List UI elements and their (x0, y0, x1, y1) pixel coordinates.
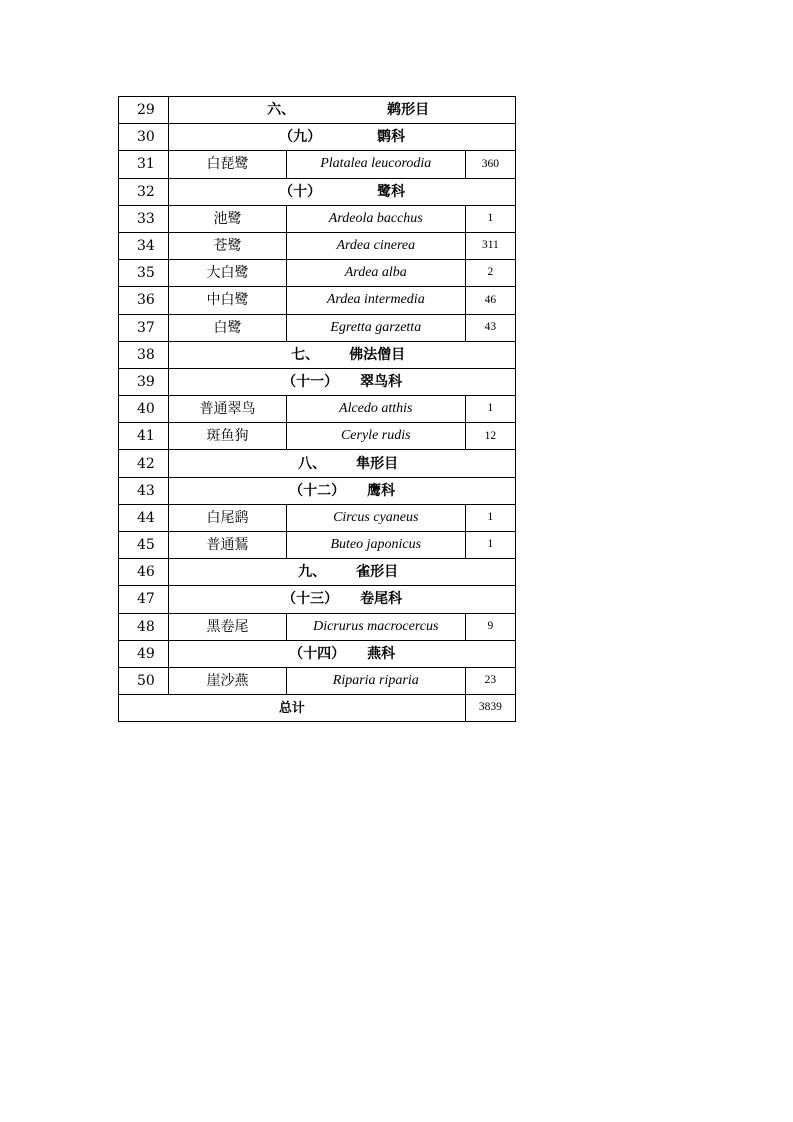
order-name: 佛法僧目 (349, 346, 406, 363)
row-number: 40 (119, 396, 169, 423)
family-row (119, 586, 516, 613)
order-row (119, 97, 516, 124)
row-number: 47 (119, 586, 169, 613)
row-number: 48 (119, 613, 169, 640)
species-row (119, 613, 516, 640)
total-value: 3839 (465, 695, 515, 722)
order-row (119, 559, 516, 586)
table-body (119, 97, 516, 695)
row-number: 42 (119, 450, 169, 477)
chinese-name: 白鹭 (169, 314, 287, 341)
row-number: 41 (119, 423, 169, 450)
species-row (119, 260, 516, 287)
row-number: 38 (119, 341, 169, 368)
family-name: 燕科 (367, 645, 396, 662)
row-number: 44 (119, 504, 169, 531)
chinese-name: 白琵鹭 (169, 151, 287, 178)
family-name: 翠鸟科 (360, 373, 403, 390)
total-label: 总计 (119, 695, 466, 722)
chinese-name: 中白鹭 (169, 287, 287, 314)
family-number: （十二） (289, 482, 346, 499)
row-number: 32 (119, 178, 169, 205)
row-number: 29 (119, 97, 169, 124)
order-heading (169, 341, 516, 368)
family-row (119, 178, 516, 205)
row-number: 39 (119, 368, 169, 395)
family-number: （十一） (282, 373, 339, 390)
row-number: 50 (119, 667, 169, 694)
individual-count: 2 (465, 260, 515, 287)
chinese-name: 白尾鹞 (169, 504, 287, 531)
species-row (119, 532, 516, 559)
individual-count: 1 (465, 532, 515, 559)
chinese-name: 普通翠鸟 (169, 396, 287, 423)
individual-count: 46 (465, 287, 515, 314)
order-heading (169, 559, 516, 586)
species-row (119, 667, 516, 694)
scientific-name: Alcedo atthis (286, 396, 465, 423)
family-row (119, 477, 516, 504)
order-row (119, 450, 516, 477)
family-row (119, 640, 516, 667)
family-row (119, 124, 516, 151)
family-heading (169, 640, 516, 667)
species-row (119, 423, 516, 450)
family-row (119, 368, 516, 395)
row-number: 46 (119, 559, 169, 586)
row-number: 34 (119, 232, 169, 259)
order-number: 六、 (267, 102, 296, 119)
species-table (118, 96, 516, 722)
order-name: 雀形目 (356, 564, 399, 581)
individual-count: 1 (465, 504, 515, 531)
family-heading (169, 477, 516, 504)
order-heading (169, 450, 516, 477)
family-number: （九） (279, 129, 322, 146)
row-number: 45 (119, 532, 169, 559)
species-row (119, 504, 516, 531)
row-number: 33 (119, 205, 169, 232)
species-row (119, 232, 516, 259)
row-number: 37 (119, 314, 169, 341)
scientific-name: Ardea alba (286, 260, 465, 287)
family-name: 鹭科 (377, 183, 406, 200)
individual-count: 311 (465, 232, 515, 259)
family-number: （十四） (289, 645, 346, 662)
chinese-name: 斑鱼狗 (169, 423, 287, 450)
total-row (119, 695, 516, 722)
row-number: 43 (119, 477, 169, 504)
scientific-name: Riparia riparia (286, 667, 465, 694)
row-number: 36 (119, 287, 169, 314)
row-number: 30 (119, 124, 169, 151)
species-row (119, 287, 516, 314)
family-name: 鹮科 (377, 129, 406, 146)
scientific-name: Ardea cinerea (286, 232, 465, 259)
scientific-name: Ardeola bacchus (286, 205, 465, 232)
species-row (119, 205, 516, 232)
scientific-name: Egretta garzetta (286, 314, 465, 341)
chinese-name: 黑卷尾 (169, 613, 287, 640)
scientific-name: Platalea leucorodia (286, 151, 465, 178)
row-number: 31 (119, 151, 169, 178)
order-number: 九、 (298, 564, 327, 581)
family-heading (169, 586, 516, 613)
individual-count: 360 (465, 151, 515, 178)
individual-count: 43 (465, 314, 515, 341)
family-heading (169, 178, 516, 205)
scientific-name: Ardea intermedia (286, 287, 465, 314)
individual-count: 9 (465, 613, 515, 640)
order-name: 隼形目 (356, 455, 399, 472)
family-name: 鹰科 (367, 482, 396, 499)
row-number: 35 (119, 260, 169, 287)
individual-count: 23 (465, 667, 515, 694)
family-number: （十三） (282, 591, 339, 608)
scientific-name: Ceryle rudis (286, 423, 465, 450)
chinese-name: 大白鹭 (169, 260, 287, 287)
scientific-name: Dicrurus macrocercus (286, 613, 465, 640)
family-heading (169, 124, 516, 151)
order-number: 八、 (298, 455, 327, 472)
order-number: 七、 (291, 346, 320, 363)
species-row (119, 151, 516, 178)
chinese-name: 普通鵟 (169, 532, 287, 559)
chinese-name: 崖沙燕 (169, 667, 287, 694)
species-row (119, 314, 516, 341)
chinese-name: 池鹭 (169, 205, 287, 232)
order-name: 鹈形目 (387, 102, 430, 119)
chinese-name: 苍鹭 (169, 232, 287, 259)
family-number: （十） (279, 183, 322, 200)
individual-count: 12 (465, 423, 515, 450)
individual-count: 1 (465, 396, 515, 423)
scientific-name: Circus cyaneus (286, 504, 465, 531)
order-row (119, 341, 516, 368)
species-row (119, 396, 516, 423)
individual-count: 1 (465, 205, 515, 232)
row-number: 49 (119, 640, 169, 667)
family-heading (169, 368, 516, 395)
scientific-name: Buteo japonicus (286, 532, 465, 559)
order-heading (169, 97, 516, 124)
family-name: 卷尾科 (360, 591, 403, 608)
